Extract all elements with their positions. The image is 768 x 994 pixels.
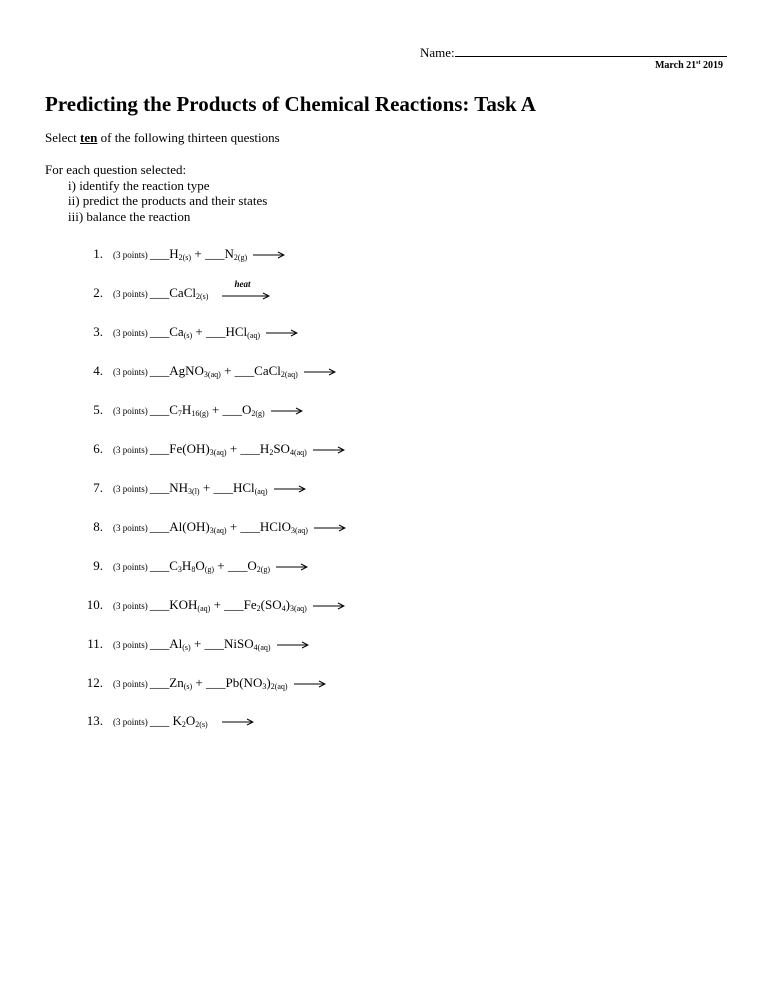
- instructions: [45, 162, 267, 224]
- name-label: Name:: [420, 45, 455, 60]
- question-equation: (3 points) ___AgNO$_{3(aq)}$ + ___CaCl$_{2(aq)}$: [113, 363, 336, 379]
- question-number: 10.: [86, 597, 103, 612]
- question-equation: (3 points) ___CaCl$_{2(s)}$ heat: [113, 285, 270, 301]
- question-number: 2.: [93, 285, 103, 300]
- reaction-arrow-icon: [313, 446, 345, 454]
- question-number: 11.: [87, 636, 103, 651]
- question-equation: (3 points) $\_\_\_Al_{(s)}$ + ___NiSO$_{4(aq)}$: [113, 636, 309, 652]
- question-equation: (3 points) $\_\_\_KOH_{(aq)}$ + $\_\_\_Fe_2(SO_4)_{3(aq)}$: [113, 597, 345, 613]
- reaction-arrow-icon: [294, 680, 326, 688]
- question-number: 9.: [93, 558, 103, 573]
- reaction-arrow-icon: [313, 602, 345, 610]
- reaction-arrow-icon: [314, 524, 346, 532]
- points-label: (3 points): [113, 601, 148, 611]
- reaction-arrow-icon: [271, 407, 303, 415]
- question-number: 8.: [93, 519, 103, 534]
- question-equation: (3 points) $\_\_\_Fe(OH)_{3(aq)}$ + $\_\_\_H_2SO_{4(aq)}$: [113, 441, 345, 457]
- question-number: 6.: [93, 441, 103, 456]
- question-equation: (3 points) ___ $K_2O_{2(s)}$: [113, 713, 254, 729]
- name-blank-line[interactable]: [455, 44, 727, 57]
- heat-label: heat: [234, 279, 251, 290]
- question-equation: (3 points) $\_\_\_Al(OH)_{3(aq)}$ + ___HClO$_{3(aq)}$: [113, 519, 346, 535]
- points-label: (3 points): [113, 328, 148, 338]
- reaction-arrow-icon: [222, 718, 254, 726]
- reaction-arrow-icon: [266, 329, 298, 337]
- page-title: Predicting the Products of Chemical Reactions: Task A: [45, 92, 536, 116]
- question-equation: (3 points) $\_\_\_Zn_{(s)}$ + $\_\_\_Pb(NO_3)_{2(aq)}$: [113, 675, 326, 691]
- reaction-arrow-icon: [277, 641, 309, 649]
- points-label: (3 points): [113, 484, 148, 494]
- emphasis-ten: ten: [80, 130, 98, 145]
- points-label: (3 points): [113, 717, 148, 727]
- instructions-intro: For each question selected:: [45, 162, 187, 177]
- points-label: (3 points): [113, 250, 148, 260]
- reaction-arrow-icon: [253, 251, 285, 259]
- question-equation: (3 points) $\_\_\_Ca_{(s)}$ + ___HCl$_{(aq)}$: [113, 324, 298, 340]
- reaction-arrow-icon: [274, 485, 306, 493]
- question-equation: (3 points) $\_\_\_H_{2(s)}$ + $\_\_\_N_{2(g)}$: [113, 246, 285, 262]
- heat-arrow: [222, 279, 270, 301]
- points-label: (3 points): [113, 562, 148, 572]
- question-number: 12.: [86, 675, 103, 690]
- question-number: 7.: [93, 480, 103, 495]
- instruction-item: i) identify the reaction type: [68, 177, 210, 193]
- points-label: (3 points): [113, 640, 148, 650]
- question-equation: (3 points) $\_\_\_C_7H_{16(g)}$ + $\_\_\_O_{2(g)}$: [113, 402, 303, 418]
- name-field[interactable]: [420, 44, 727, 61]
- date: March 21st 2019: [654, 60, 723, 71]
- points-label: (3 points): [113, 445, 148, 455]
- points-label: (3 points): [113, 406, 148, 416]
- instruction-item: ii) predict the products and their states: [68, 193, 268, 208]
- question-number: 1.: [93, 246, 103, 261]
- question-number: 5.: [93, 402, 103, 417]
- reaction-arrow-icon: [276, 563, 308, 571]
- instructions-list: [45, 178, 267, 225]
- question-number: 3.: [93, 324, 103, 339]
- question-number: 13.: [86, 713, 103, 728]
- points-label: (3 points): [113, 289, 148, 299]
- points-label: (3 points): [113, 679, 148, 689]
- points-label: (3 points): [113, 367, 148, 377]
- select-instruction: Select ten of the following thirteen questions: [45, 130, 280, 145]
- points-label: (3 points): [113, 523, 148, 533]
- reaction-arrow-icon: [222, 287, 270, 301]
- question-number: 4.: [93, 363, 103, 378]
- question-equation: (3 points) $\_\_\_NH_{3(l)}$ + ___HCl$_{(aq)}$: [113, 480, 306, 496]
- reaction-arrow-icon: [304, 368, 336, 376]
- instruction-item: iii) balance the reaction: [68, 208, 191, 224]
- question-equation: (3 points) $\_\_\_C_3H_8O_{(g)}$ + $\_\_\_O_{2(g)}$: [113, 558, 308, 574]
